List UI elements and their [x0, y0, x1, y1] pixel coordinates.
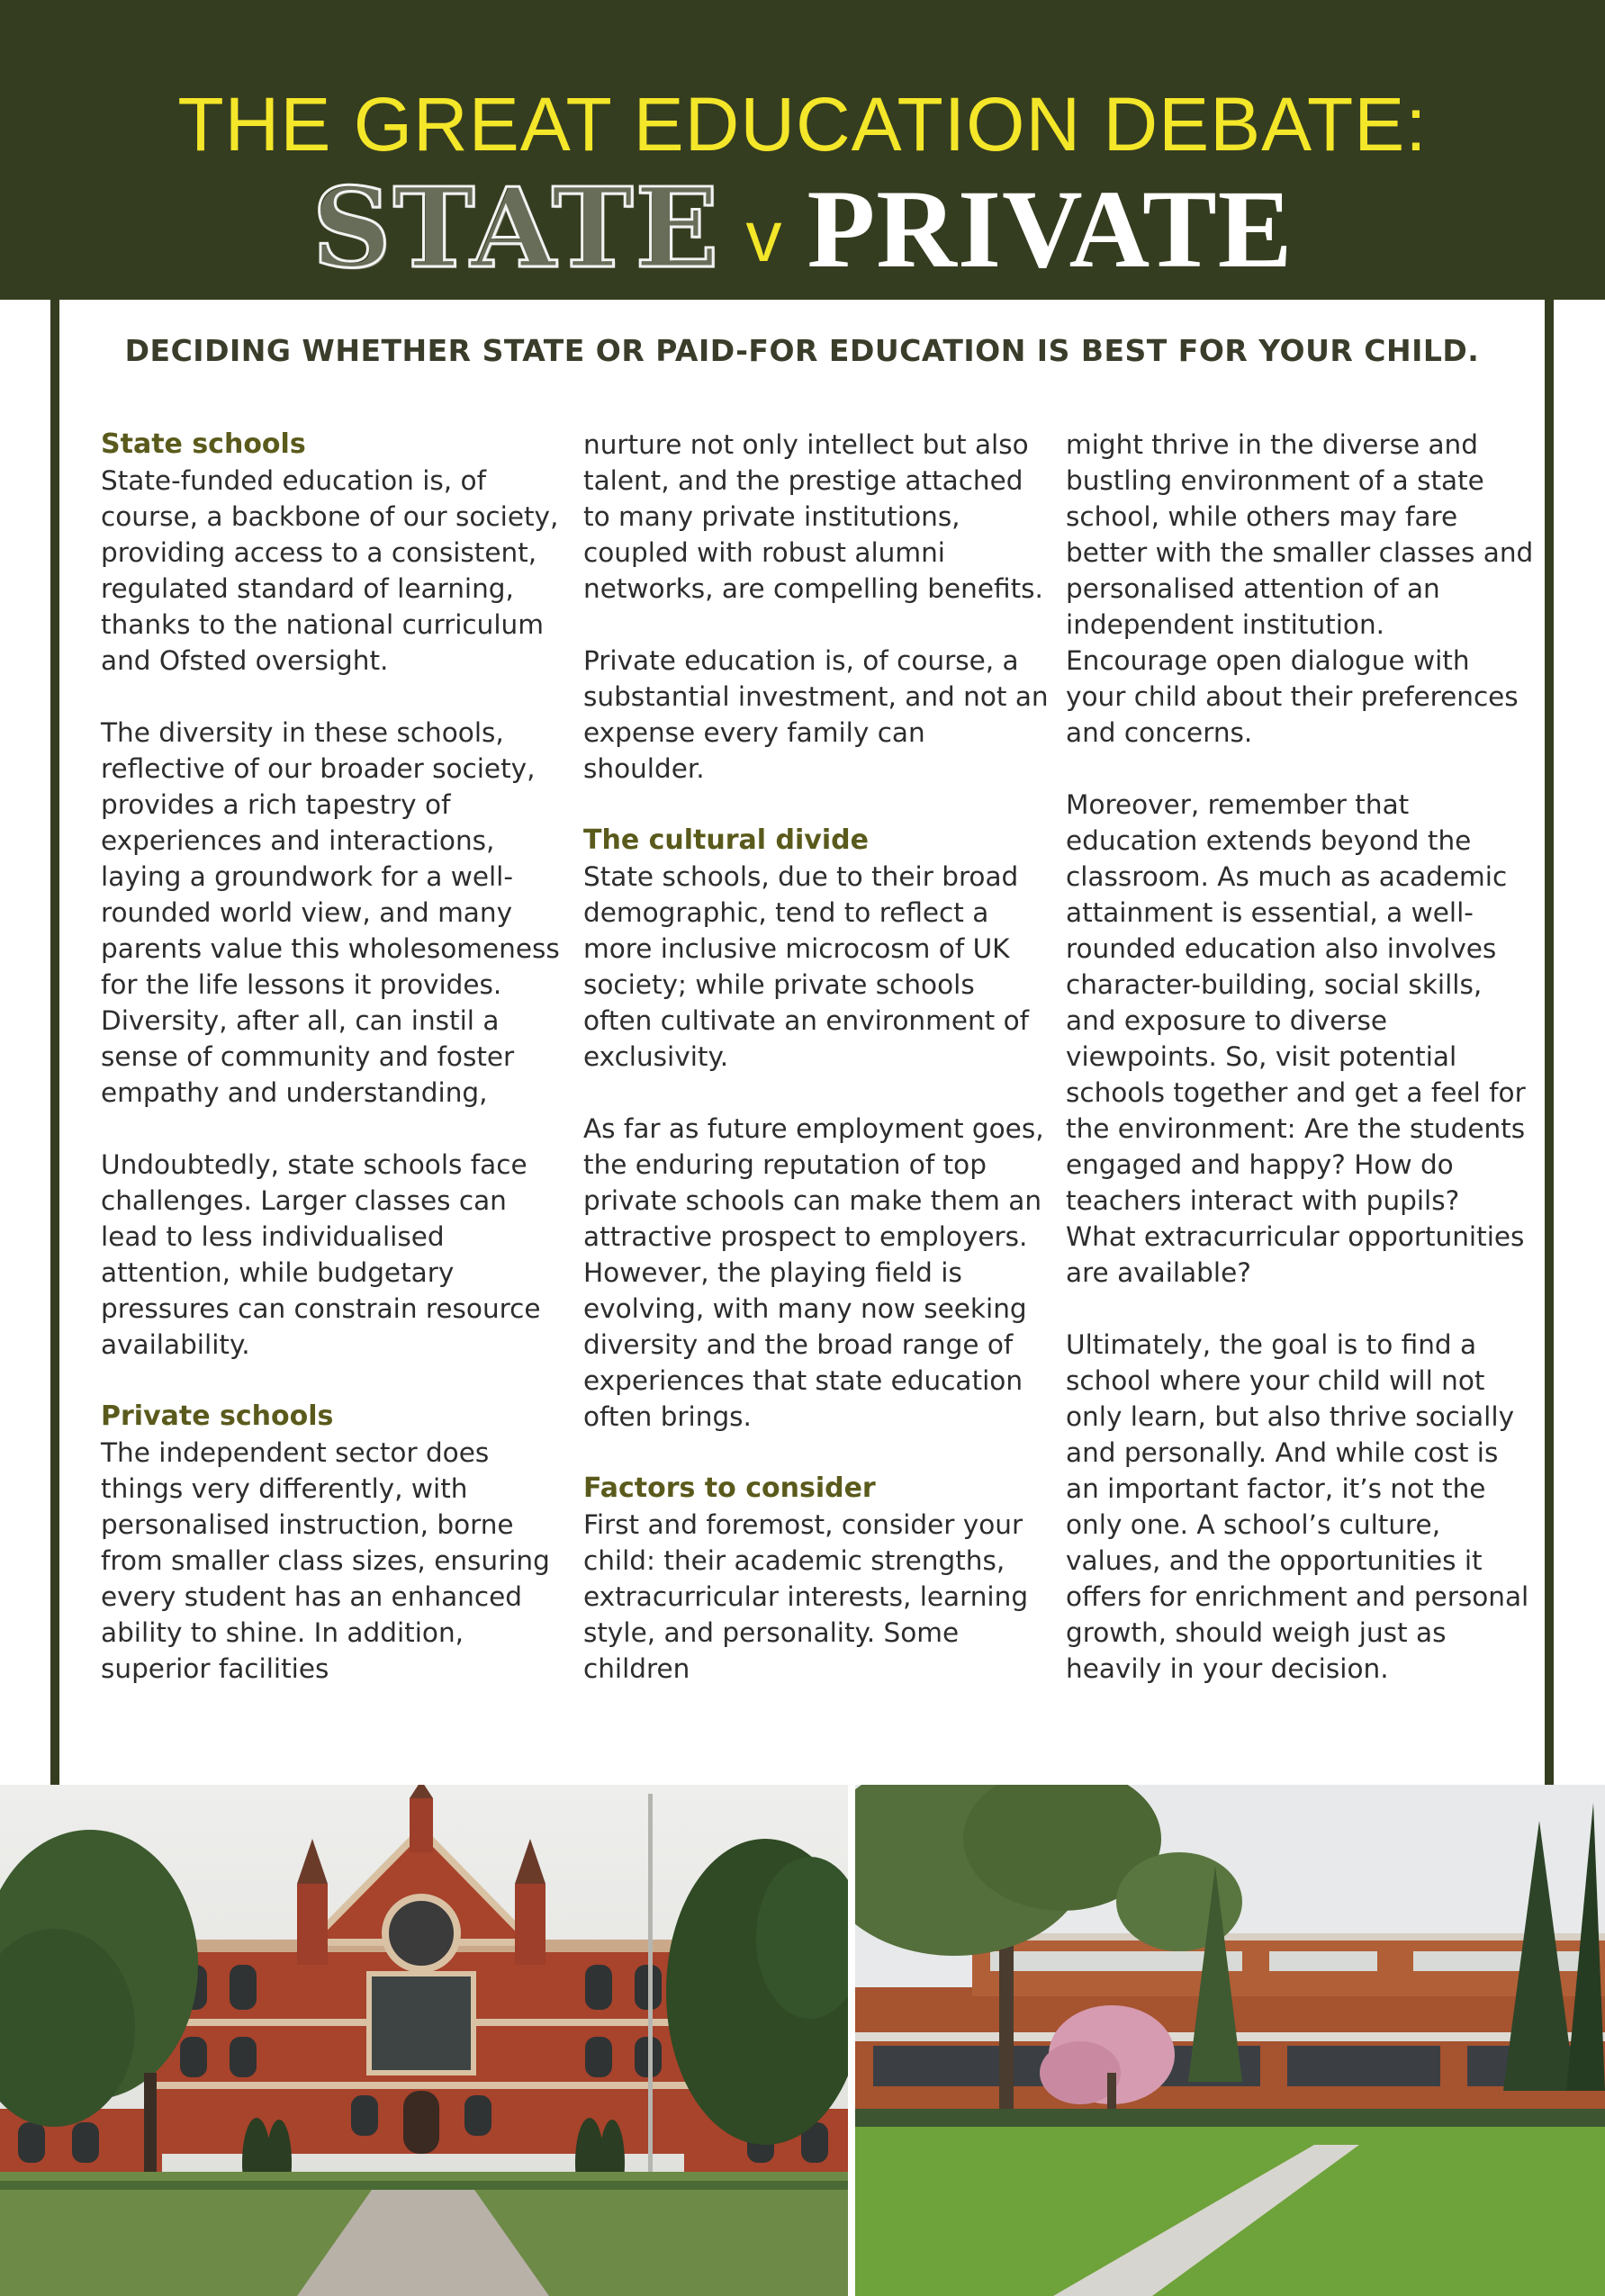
paragraph: The diversity in these schools, reflective of our broader society, provides a rich tapestry of experiences and interactions, laying a groundwork for a well-rounded world view, and many parents value this wholesomeness for the life lessons it provides. Diversity, after all, can instil a sense of community and foster empathy and understanding,	[101, 717, 560, 1108]
article-column-2	[583, 427, 1051, 1723]
paragraph: First and foremost, consider your child: their academic strengths, extracurricular interests, learning style, and personality. Some children	[583, 1509, 1029, 1684]
paragraph: Private education is, of course, a substantial investment, and not an expense every family can shoulder.	[583, 645, 1049, 784]
headline-word-private: PRIVATE	[807, 167, 1294, 291]
headline-word-state: STATE	[311, 163, 721, 293]
article-column-1	[101, 427, 569, 1723]
paragraph: Undoubtedly, state schools face challenges. Larger classes can lead to less individualised attention, while budgetary pressures can constrain resource availability.	[101, 1149, 541, 1360]
paragraph: Ultimately, the goal is to find a school where your child will not only learn, but also thrive socially and personally. And while cost is an important factor, it’s not the only one. A school’s culture, values, and the opportunities it offers for enrichment and personal growth, should weigh just as heavily in your decision.	[1066, 1329, 1529, 1684]
headline-top: THE GREAT EDUCATION DEBATE:	[177, 82, 1428, 167]
frame-left-rule	[50, 300, 59, 1785]
section-heading-factors: Factors to consider	[583, 1472, 876, 1504]
paragraph: Moreover, remember that education extends beyond the classroom. As much as academic attainment is essential, a well-rounded education also involves character-building, social skills, and exposure to diverse viewpoints. So, visit potential schools together and get a feel for the environment: Are the students engaged and happy? How do teachers interact with pupils? What extracurricular opportunities are available?	[1066, 789, 1526, 1288]
paragraph: The independent sector does things very differently, with personalised instruction, borne from smaller class sizes, ensuring every student has an enhanced ability to shine. In addition, superior facilities	[101, 1437, 550, 1684]
headline-word-v: v	[745, 196, 782, 276]
modern-state-school-photo	[855, 1785, 1605, 2296]
article-column-3	[1066, 427, 1534, 1723]
victorian-school-building-photo	[0, 1785, 848, 2296]
paragraph: State schools, due to their broad demographic, tend to reflect a more inclusive microcosm of UK society; while private schools often cultivate an environment of exclusivity.	[583, 861, 1030, 1072]
photo-strip	[0, 1785, 1605, 2296]
paragraph: might thrive in the diverse and bustling environment of a state school, while others may fare better with the smaller classes and personalised attention of an independent institution. Encourage open dialogue with your child about their preferences and concerns.	[1066, 429, 1534, 748]
frame-right-rule	[1545, 300, 1554, 1785]
section-heading-cultural-divide: The cultural divide	[583, 824, 869, 856]
section-heading-private-schools: Private schools	[101, 1400, 334, 1432]
section-heading-state-schools: State schools	[101, 428, 306, 460]
paragraph: State-funded education is, of course, a backbone of our society, providing access to a consistent, regulated standard of learning, thanks to the national curriculum and Ofsted oversight.	[101, 465, 559, 676]
paragraph: nurture not only intellect but also talent, and the prestige attached to many private institutions, coupled with robust alumni networks, are compelling benefits.	[583, 429, 1043, 604]
header-band	[0, 0, 1605, 300]
photo-divider	[848, 1785, 855, 2296]
subtitle: DECIDING WHETHER STATE OR PAID-FOR EDUCATION IS BEST FOR YOUR CHILD.	[124, 333, 1480, 368]
headline-main	[0, 163, 1605, 320]
paragraph: As far as future employment goes, the enduring reputation of top private schools can make them an attractive prospect to employers. However, the playing field is evolving, with many now seeking diversity and the broad range of experiences that state education often brings.	[583, 1113, 1044, 1432]
